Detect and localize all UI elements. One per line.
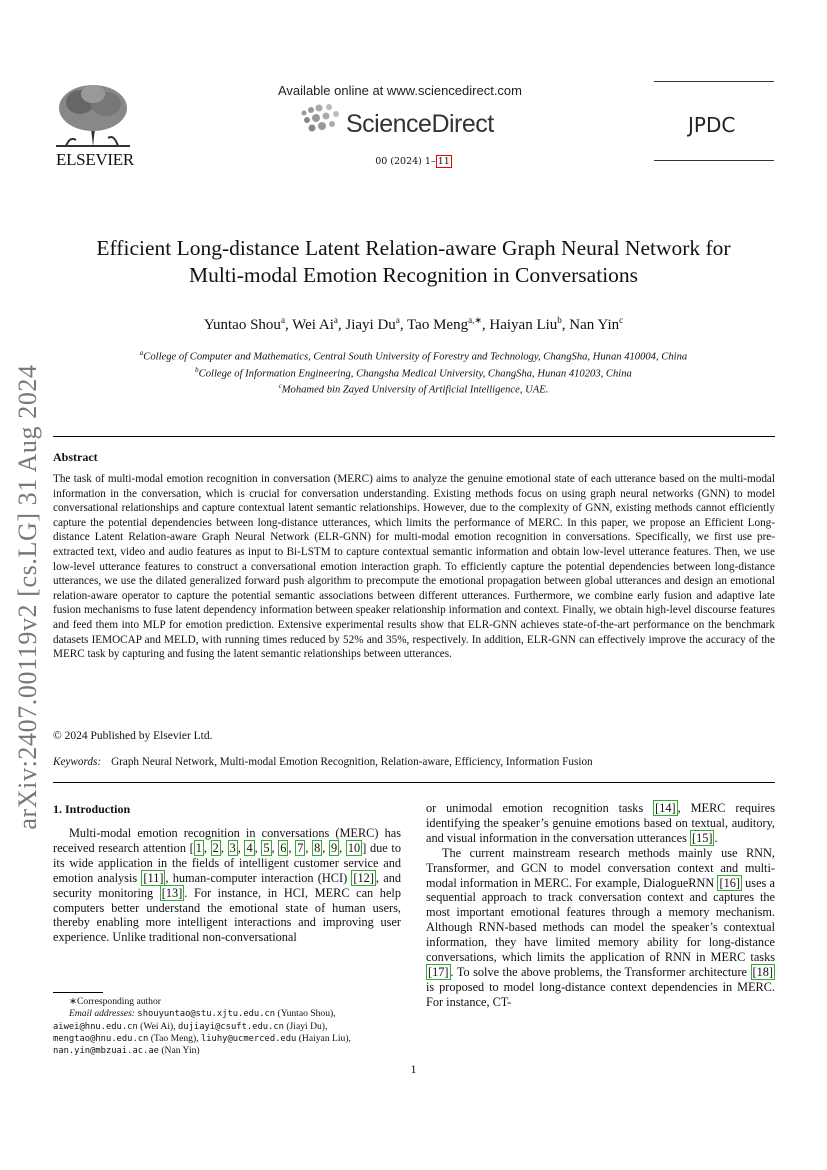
citation-link[interactable]: [16] (719, 875, 740, 890)
citation-link[interactable]: [15] (691, 830, 713, 845)
citation-link[interactable]: 10 (347, 840, 361, 855)
abstract-text: The task of multi-modal emotion recognition in conversation (MERC) aims to analyze the genuine emotional state of each utterance based on the multi-modal information in the conversation, which is crucial for conversation understanding. Existing methods focus on using graph neural networks (GNN) to model conversational relationships and capture contextual latent semantic relationships. However, due to the complexity of GNN, existing methods cannot efficiently capture the potential dependencies between long-distance utterances, which limits the performance of MERC. In this paper, we propose an Efficient Long-distance Latent Relation-aware Graph Neural Network (ELR-GNN) for multi-modal emotion recognition in conversations. Specifically, we first use pre-extracted text, video and audio features as input to Bi-LSTM to capture contextual semantic information and obtain low-level utterance features. Then, we use low-level utterance features to construct a conversational emotion interaction graph. To efficiently capture the potential dependencies between long-distance utterances, we use the dilated generalized forward push algorithm to precompute the emotional propagation between global utterances and design an emotional relation-aware operator to capture the potential semantic associations between different utterances. Furthermore, we combine early fusion and adaptive late fusion mechanisms to fuse latent dependency information between speaker relationship information and context. Finally, we obtain high-level discourse features and feed them into MLP for emotion prediction. Extensive experimental results show that ELR-GNN achieves state-of-the-art performance on the benchmark datasets IEMOCAP and MELD, with running times reduced by 52% and 35%, respectively. In addition, ELR-GNN can effectively improve the accuracy of the MERC task by capturing and fusing the latent semantic relationships between utterances. (53, 473, 775, 661)
citation-link[interactable]: [11] (143, 870, 164, 885)
citation-link[interactable]: [14] (655, 801, 676, 815)
author: Haiyan Liu$^b$, (489, 315, 570, 333)
left-column (53, 826, 401, 945)
citation-link[interactable]: [13] (161, 885, 183, 900)
journal-bottom-rule (654, 160, 774, 161)
citation-link[interactable]: 6 (280, 840, 287, 855)
author: Wei Ai$^a$, (292, 315, 346, 333)
page-number: 1 (410, 1062, 417, 1076)
email-list: Email addresses: shouyuntao@stu.xjtu.edu.cn (Yuntao Shou), aiwei@hnu.edu.cn (Wei Ai), dujiayi@csuft.edu.cn (Jiayi Du), mengtao@hnu.edu.cn (Tao Meng), liuhy@ucmerced.edu (Haiyan Liu), nan.yin@mbzuai.ac.ae (Nan Yin) (53, 1008, 351, 1057)
footnote-rule (53, 992, 103, 993)
title-line: Multi-modal Emotion Recognition in Conversations (188, 263, 639, 287)
journal-name: JPDC (688, 113, 736, 137)
sciencedirect-brand: ScienceDirect (346, 110, 494, 138)
citation-link[interactable]: 8 (314, 840, 321, 855)
keywords-label: Keywords: (53, 756, 102, 768)
issue-info: 00 (2024) 1– 11 (375, 156, 450, 167)
citation-link[interactable]: 3 (229, 840, 236, 855)
affiliation: $^c$Mohamed bin Zayed University of Artificial Intelligence, UAE. (278, 382, 549, 396)
citation-link[interactable]: 1 (195, 840, 202, 855)
available-online: Available online at www.sciencedirect.com (278, 83, 522, 98)
citation-link[interactable]: [12] (353, 870, 374, 885)
author: Tao Meng$^{a,∗}$, (407, 315, 490, 333)
sciencedirect-dots-icon (298, 103, 344, 135)
citation-link[interactable]: 4 (246, 840, 253, 855)
affiliations (0, 347, 827, 397)
email-link[interactable]: aiwei@hnu.edu.cn (53, 1021, 138, 1032)
author: Jiayi Du$^a$, (345, 315, 408, 333)
email-link[interactable]: dujiayi@csuft.edu.cn (178, 1021, 284, 1032)
author: Nan Yin$^c$ (569, 315, 624, 333)
email-link[interactable]: shouyuntao@stu.xjtu.edu.cn (137, 1009, 276, 1020)
intro-paragraph: Multi-modal emotion recognition in conversations (MERC) has received research attention [ 1 , 2 , 3 , 4 , 5 , 6 , 7 , 8 , 9 , 10 ] due to its wide application in the fields of intelligent customer service and emotion analysis [11] , human-computer interaction (HCI) [12] , and security monitoring [13] . For instance, in HCI, MERC can help computers better understand the emotional state of human users, thereby enabling more intelligent interactions and improving user experience. Unlike traditional non-conversational (53, 826, 401, 945)
footnote (53, 996, 401, 1057)
abstract-top-rule (53, 436, 775, 437)
journal-top-rule (654, 81, 774, 82)
citation-link[interactable]: [17] (428, 964, 449, 979)
arxiv-stamp: arXiv:2407.00119v2 [cs.LG] 31 Aug 2024 (13, 364, 42, 830)
publisher-name: ELSEVIER (56, 150, 134, 169)
keywords: Keywords: Graph Neural Network, Multi-modal Emotion Recognition, Relation-aware, Efficiency, Information Fusion (53, 756, 593, 768)
section-heading: 1. Introduction (53, 802, 131, 816)
last-page-link[interactable]: 11 (437, 156, 450, 167)
email-link[interactable]: mengtao@hnu.edu.cn (53, 1033, 149, 1044)
email-link[interactable]: liuhy@ucmerced.edu (200, 1033, 297, 1044)
right-column (426, 801, 775, 1010)
citation-link[interactable]: 2 (212, 840, 219, 855)
abstract-bottom-rule (53, 782, 775, 783)
intro-paragraph: The current mainstream research methods mainly use RNN, Transformer, and GCN to model conversation context and multi-modal information in MERC. For example, DialogueRNN [16] uses a sequential approach to track conversation context and captures the most important emotional features through a memory mechanism. Although RNN-based methods can model the speaker’s contextual information, they have limited memory ability for long-distance conversations, which limits the application of RNN in MERC tasks [17] . To solve the above problems, the Transformer architecture [18] is proposed to model long-distance context dependencies in MERC. For instance, CT- (426, 845, 775, 1009)
affiliation: $^b$College of Information Engineering, Changsha Medical University, ChangSha, Hunan 410203, China (195, 365, 632, 380)
title-line: Efficient Long-distance Latent Relation-aware Graph Neural Network for (96, 236, 731, 260)
citation-link[interactable]: 7 (297, 840, 304, 855)
citation-link[interactable]: [18] (752, 964, 773, 979)
email-link[interactable]: nan.yin@mbzuai.ac.ae (53, 1046, 159, 1057)
corresponding-note: ∗Corresponding author (69, 996, 161, 1007)
paper-title (0, 235, 827, 289)
abstract-heading: Abstract (53, 450, 98, 464)
citation-link[interactable]: 5 (263, 840, 270, 855)
elsevier-tree-logo (52, 80, 134, 150)
citation-link[interactable]: 9 (331, 840, 338, 855)
intro-paragraph: or unimodal emotion recognition tasks [14] , MERC requires identifying the speaker’s genuine emotions based on textual, auditory, and visual information in the conversation utterances [15] . (426, 801, 775, 845)
author-list (0, 315, 827, 334)
affiliation: $^a$College of Computer and Mathematics, Central South University of Forestry and Technology, ChangSha, Hunan 410004, China (139, 349, 688, 363)
author: Yuntao Shou$^a$, (203, 315, 293, 333)
copyright: © 2024 Published by Elsevier Ltd. (53, 730, 213, 742)
